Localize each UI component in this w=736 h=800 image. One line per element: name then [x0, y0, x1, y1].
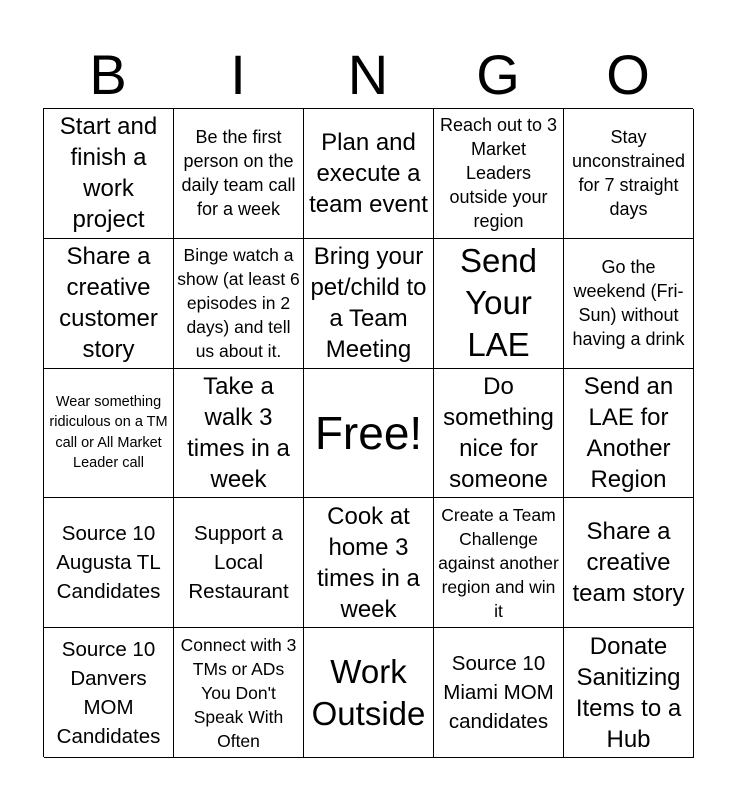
bingo-cell-free[interactable]: [304, 369, 434, 499]
bingo-cell-r5c4[interactable]: [434, 628, 564, 758]
cell-text: Do something nice for someone: [443, 372, 554, 493]
bingo-cell-r4c3[interactable]: [304, 498, 434, 628]
cell-text: Source 10 Danvers MOM Candidates: [56, 637, 161, 748]
cell-text: Share a creative customer story: [59, 243, 158, 364]
bingo-cell-r3c2[interactable]: [174, 369, 304, 499]
cell-text: Reach out to 3 Market Leaders outside your region: [439, 115, 558, 232]
header-letter-o: O: [606, 43, 650, 106]
bingo-cell-r2c5[interactable]: [564, 239, 694, 369]
header-letter-b: B: [89, 43, 127, 106]
bingo-cell-r1c2[interactable]: [174, 109, 304, 239]
bingo-cell-r3c1[interactable]: [44, 369, 174, 499]
bingo-cell-r4c1[interactable]: [44, 498, 174, 628]
bingo-header: [43, 42, 693, 108]
bingo-cell-r5c2[interactable]: [174, 628, 304, 758]
header-letter-n: N: [347, 43, 389, 106]
cell-text: Be the first person on the daily team call for a week: [181, 127, 296, 220]
bingo-cell-r1c4[interactable]: [434, 109, 564, 239]
bingo-cell-r3c4[interactable]: [434, 369, 564, 499]
bingo-cell-r2c1[interactable]: [44, 239, 174, 369]
cell-text: Work Outside: [311, 652, 426, 732]
bingo-cell-r1c5[interactable]: [564, 109, 694, 239]
bingo-cell-r3c5[interactable]: [564, 369, 694, 499]
cell-text: Source 10 Augusta TL Candidates: [56, 522, 161, 604]
cell-text: Free!: [314, 406, 423, 459]
cell-text: Source 10 Miami MOM candidates: [443, 652, 554, 734]
bingo-cell-r2c2[interactable]: [174, 239, 304, 369]
bingo-cell-r5c1[interactable]: [44, 628, 174, 758]
bingo-cell-r5c5[interactable]: [564, 628, 694, 758]
cell-text: Support a Local Restaurant: [188, 522, 289, 604]
cell-text: Cook at home 3 times in a week: [317, 502, 420, 623]
cell-text: Take a walk 3 times in a week: [187, 372, 290, 493]
cell-text: Send an LAE for Another Region: [583, 372, 674, 493]
cell-text: Donate Sanitizing Items to a Hub: [575, 632, 682, 753]
cell-text: Send Your LAE: [459, 242, 538, 364]
bingo-cell-r5c3[interactable]: [304, 628, 434, 758]
cell-text: Plan and execute a team event: [309, 128, 428, 218]
cell-text: Binge watch a show (at least 6 episodes in 2 days) and tell us about it.: [177, 245, 300, 362]
bingo-cell-r1c3[interactable]: [304, 109, 434, 239]
bingo-cell-r4c5[interactable]: [564, 498, 694, 628]
cell-text: Stay unconstrained for 7 straight days: [571, 127, 686, 220]
bingo-cell-r1c1[interactable]: [44, 109, 174, 239]
cell-text: Go the weekend (Fri-Sun) without having a drink: [572, 257, 685, 350]
bingo-card: [43, 108, 693, 757]
cell-text: Connect with 3 TMs or ADs You Don't Speak With Often: [180, 634, 297, 751]
cell-text: Share a creative team story: [572, 518, 685, 608]
cell-text: Start and finish a work project: [59, 113, 158, 234]
header-letter-i: I: [230, 43, 246, 106]
cell-text: Create a Team Challenge against another region and win it: [438, 504, 559, 621]
cell-text: Bring your pet/child to a Team Meeting: [310, 243, 427, 364]
bingo-cell-r2c3[interactable]: [304, 239, 434, 369]
bingo-cell-r4c4[interactable]: [434, 498, 564, 628]
header-letter-g: G: [476, 43, 520, 106]
cell-text: Wear something ridiculous on a TM call or All Market Leader call: [49, 393, 168, 472]
bingo-cell-r2c4[interactable]: [434, 239, 564, 369]
bingo-cell-r4c2[interactable]: [174, 498, 304, 628]
